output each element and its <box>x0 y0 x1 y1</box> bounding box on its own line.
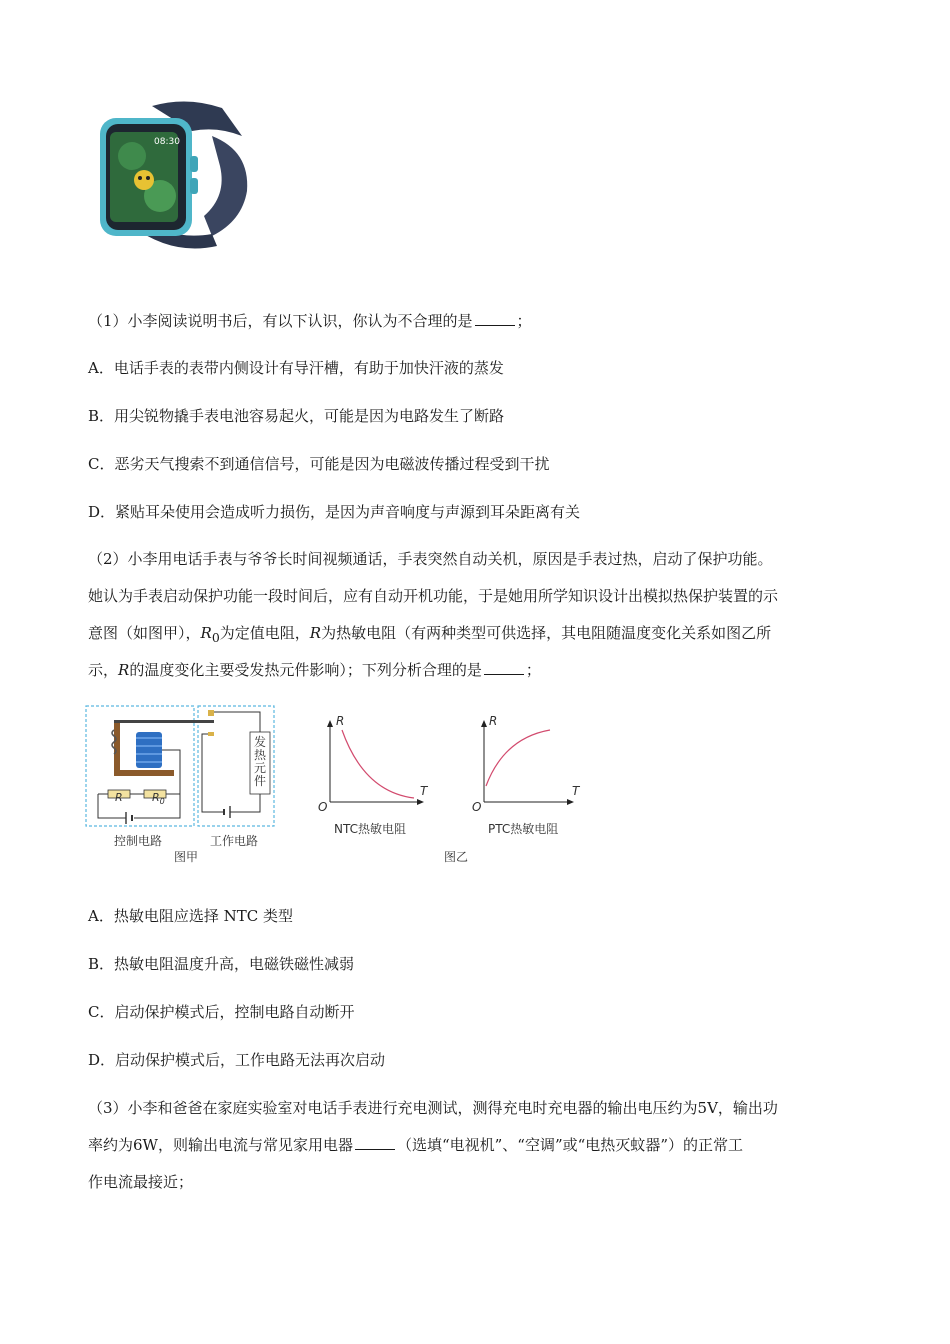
ptc-curve <box>486 730 550 786</box>
q1-option-a: A．电话手表的表带内侧设计有导汗槽，有助于加快汗液的蒸发 <box>88 359 504 377</box>
r0-label-sub: 0 <box>159 797 165 807</box>
q3-line-2-a: 率约为6W，则输出电流与常见家用电器 <box>88 1136 353 1154</box>
watch-time: 08:30 <box>154 137 180 147</box>
ntc-curve <box>342 730 414 798</box>
q2-line-3-b: 为定值电阻， <box>219 624 310 642</box>
q2-line-3-c: 为热敏电阻（有两种类型可供选择，其电阻随温度变化关系如图乙所 <box>321 624 772 642</box>
ntc-axis-r: R <box>336 714 345 728</box>
answer-blank-2 <box>484 660 524 675</box>
q2-line-2: 她认为手表启动保护功能一段时间后，应有自动开机功能，于是她用所学知识设计出模拟热保护装置的示 <box>88 587 779 605</box>
resistor-r0-label <box>152 791 165 806</box>
answer-blank <box>475 311 515 326</box>
q2-line-3-a: 意图（如图甲）， <box>88 624 201 642</box>
q3-line-3: 作电流最接近； <box>88 1173 194 1191</box>
heater-label: 发热元件 <box>253 735 266 788</box>
var-r0-sub: 0 <box>211 630 220 645</box>
ptc-axis-r: R <box>489 714 498 728</box>
q2-option-a: A．热敏电阻应选择 NTC 类型 <box>88 907 293 925</box>
q2-line-4-a: 示， <box>88 661 119 679</box>
var-r-2: R <box>118 661 130 679</box>
q2-option-d: D．启动保护模式后，工作电路无法再次启动 <box>88 1051 386 1069</box>
figure-jia-caption: 图甲 <box>174 850 199 864</box>
q2-option-c: C．启动保护模式后，控制电路自动断开 <box>88 1003 355 1021</box>
circuit-figure <box>84 702 604 872</box>
q3-line-2 <box>88 1135 743 1155</box>
q1-option-d: D．紧贴耳朵使用会造成听力损伤，是因为声音响度与声源到耳朵距离有关 <box>88 503 581 521</box>
ptc-axis-t: T <box>572 784 580 798</box>
ntc-axis-o: O <box>318 800 328 814</box>
q3-line-2-b: （选填“电视机”、“空调”或“电热灭蚊器”）的正常工 <box>396 1136 743 1154</box>
q1-option-b: B．用尖锐物撬手表电池容易起火，可能是因为电路发生了断路 <box>88 407 505 425</box>
q1-stem-end: ； <box>516 312 532 330</box>
var-r: R <box>309 624 322 642</box>
ptc-caption: PTC热敏电阻 <box>488 822 559 836</box>
q2-line-1: （2）小李用电话手表与爷爷长时间视频通话，手表突然自动关机，原因是手表过热，启动了保护功能。 <box>88 550 773 568</box>
q2-option-b: B．热敏电阻温度升高，电磁铁磁性减弱 <box>88 955 355 973</box>
q1-stem <box>88 311 532 331</box>
answer-blank-3 <box>355 1135 395 1150</box>
smartwatch-image <box>92 96 252 256</box>
electromagnet-coil <box>136 732 162 768</box>
q2-line-3 <box>88 623 771 648</box>
ntc-caption: NTC热敏电阻 <box>334 822 406 836</box>
figure-yi-caption: 图乙 <box>444 850 469 864</box>
q1-stem-text: （1）小李阅读说明书后，有以下认识，你认为不合理的是 <box>88 312 473 330</box>
r0-label-text: R <box>152 791 160 804</box>
q2-line-4 <box>88 660 541 680</box>
q1-option-c: C．恶劣天气搜索不到通信信号，可能是因为电磁波传播过程受到干扰 <box>88 455 550 473</box>
resistor-r-label: R <box>115 791 123 804</box>
q2-line-4-b: 的温度变化主要受发热元件影响）；下列分析合理的是 <box>129 661 482 679</box>
q2-line-4-c: ； <box>525 661 541 679</box>
control-circuit-caption: 控制电路 <box>114 834 163 848</box>
var-r0: R <box>200 624 212 642</box>
ntc-axis-t: T <box>420 784 428 798</box>
q3-line-1: （3）小李和爸爸在家庭实验室对电话手表进行充电测试，测得充电时充电器的输出电压约为5V，输出功 <box>88 1099 778 1117</box>
work-circuit-caption: 工作电路 <box>210 834 259 848</box>
ptc-axis-o: O <box>472 800 482 814</box>
